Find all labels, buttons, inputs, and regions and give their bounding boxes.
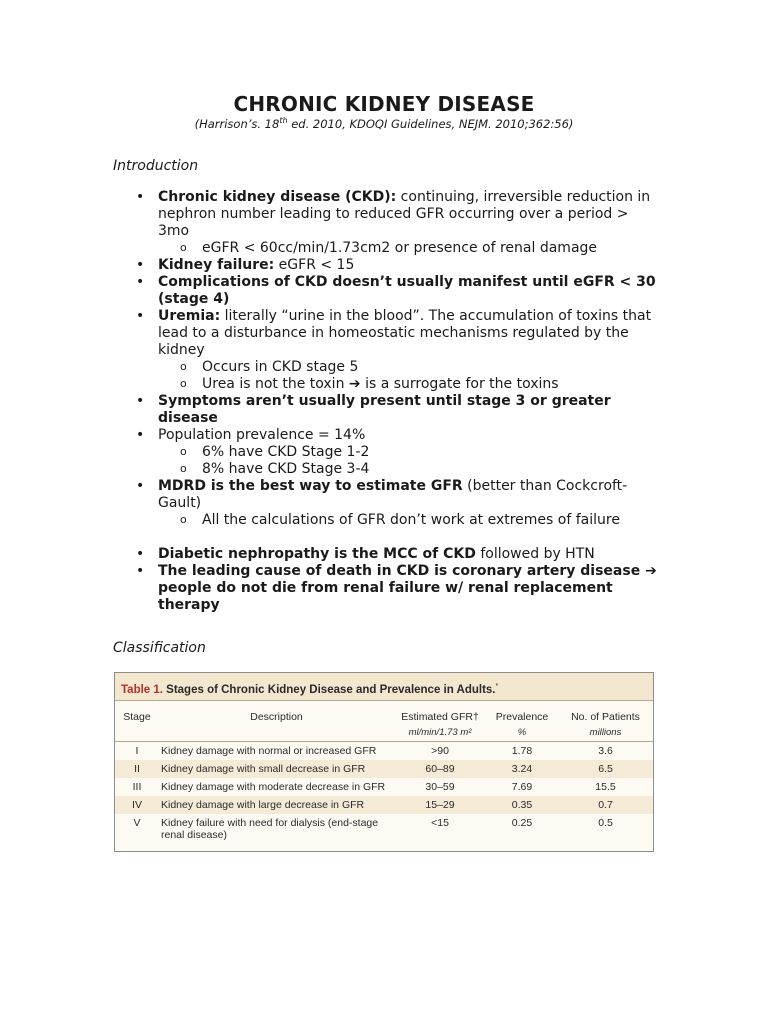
table-row (115, 796, 653, 814)
sub-list-item: o Urea is not the toxin ➔ is a surrogate for the toxins (202, 376, 663, 393)
bullet-list (158, 189, 663, 614)
sub-list (158, 359, 663, 393)
cell-stage: II (115, 760, 159, 778)
cell-description: Kidney damage with normal or increased GFR (161, 745, 377, 757)
header-patients: No. of Patients (571, 711, 640, 723)
sub-list-item: o 8% have CKD Stage 3-4 (202, 461, 663, 478)
header-description: Description (250, 711, 303, 723)
cell-description: Kidney damage with small decrease in GFR (159, 760, 394, 778)
list-item (158, 189, 663, 257)
cell-prevalence: 3.24 (486, 760, 558, 778)
units-patients: millions (558, 723, 653, 742)
cell-gfr: 15–29 (394, 796, 486, 814)
table-row (115, 760, 653, 778)
bullet-bold: MDRD is the best way to estimate GFR (158, 478, 463, 494)
units-prevalence: % (486, 723, 558, 742)
units-gfr: ml/min/1.73 m² (394, 723, 486, 742)
table-caption-text: Stages of Chronic Kidney Disease and Prevalence in Adults. (162, 683, 496, 696)
units-description (159, 723, 394, 742)
cell-stage: I (135, 745, 139, 757)
table-row (115, 814, 653, 848)
bullet-text: eGFR < 15 (274, 257, 355, 273)
table-header-row (115, 701, 653, 723)
bullet-text: Population prevalence = 14% (158, 427, 366, 443)
list-item (158, 478, 663, 546)
cell-stage: III (132, 781, 142, 793)
sub-list-item: o Occurs in CKD stage 5 (202, 359, 663, 376)
bullet-bold: Chronic kidney disease (CKD): (158, 189, 397, 205)
cell-gfr: 60–89 (394, 760, 486, 778)
bullet-text: continuing, irreversible reduction in nephron number leading to reduced GFR occurring over a period > 3mo (158, 189, 651, 239)
sub-list-item: o All the calculations of GFR don’t work at extremes of failure (202, 512, 663, 529)
bullet-bold: Complications of CKD doesn’t usually manifest until eGFR < 30 (stage 4) (158, 274, 656, 307)
cell-patients: 0.5 (598, 817, 613, 829)
cell-description: Kidney failure with need for dialysis (end-stage renal disease) (161, 817, 379, 841)
bullet-bold: Uremia: (158, 308, 221, 324)
table-label: Table 1. (121, 683, 163, 696)
header-stage: Stage (123, 711, 151, 723)
page-title: CHRONIC KIDNEY DISEASE (233, 92, 535, 116)
spacer (158, 529, 663, 546)
list-item (158, 563, 663, 614)
bullet-bold: Kidney failure: (158, 257, 275, 273)
sub-list (158, 512, 663, 529)
bullet-text: literally “urine in the blood”. The accumulation of toxins that lead to a disturbance in homeostatic mechanisms regulated by the kidney (158, 308, 652, 358)
list-item (158, 427, 663, 478)
cell-patients: 3.6 (598, 745, 613, 757)
bullet-bold: Diabetic nephropathy is the MCC of CKD (158, 546, 476, 562)
citation-part2: ed. 2010, KDOQI Guidelines, NEJM. 2010;362:56) (287, 116, 574, 131)
citation-sup: th (279, 116, 288, 125)
sub-list (158, 240, 663, 257)
cell-prevalence: 7.69 (511, 781, 533, 793)
cell-patients: 15.5 (595, 781, 616, 793)
ckd-stages-table-figure (114, 672, 654, 852)
citation-part1: (Harrison’s. 18 (194, 116, 280, 131)
units-stage (115, 723, 159, 742)
cell-gfr: 30–59 (425, 781, 455, 793)
table-units-row (115, 723, 653, 742)
cell-description: Kidney damage with moderate decrease in GFR (161, 781, 386, 793)
citation-subtitle (0, 116, 768, 131)
cell-patients: 6.5 (558, 760, 653, 778)
bullet-text: followed by HTN (475, 546, 595, 562)
bullet-bold: The leading cause of death in CKD is coronary artery disease ➔ people do not die from renal failure w/ renal replacement therapy (158, 563, 657, 613)
list-item (158, 257, 663, 274)
cell-prevalence: 0.35 (486, 796, 558, 814)
list-item (158, 308, 663, 393)
list-item (158, 546, 663, 563)
cell-description: Kidney damage with large decrease in GFR (159, 796, 394, 814)
sub-list (158, 444, 663, 478)
sub-list-item: o 6% have CKD Stage 1-2 (202, 444, 663, 461)
bullet-bold: Symptoms aren’t usually present until stage 3 or greater disease (158, 393, 611, 426)
table-caption-marker: * (495, 683, 499, 690)
section-heading-introduction: Introduction (113, 158, 199, 174)
table-row (115, 778, 653, 796)
cell-stage: V (133, 817, 141, 829)
header-prevalence: Prevalence (495, 711, 549, 723)
table-row (115, 742, 653, 761)
bullet-text: (better than Cockcroft-Gault) (158, 478, 628, 511)
table-caption (115, 673, 653, 701)
list-item (158, 274, 663, 308)
header-gfr: Estimated GFR† (401, 711, 479, 723)
cell-gfr: <15 (431, 817, 449, 829)
cell-prevalence: 1.78 (511, 745, 533, 757)
cell-gfr: >90 (431, 745, 449, 757)
sub-list-item: o eGFR < 60cc/min/1.73cm2 or presence of renal damage (202, 240, 663, 257)
cell-stage: IV (115, 796, 159, 814)
cell-prevalence: 0.25 (511, 817, 533, 829)
cell-patients: 0.7 (558, 796, 653, 814)
ckd-stages-table (115, 701, 653, 848)
section-heading-classification: Classification (113, 640, 206, 656)
list-item (158, 393, 663, 427)
